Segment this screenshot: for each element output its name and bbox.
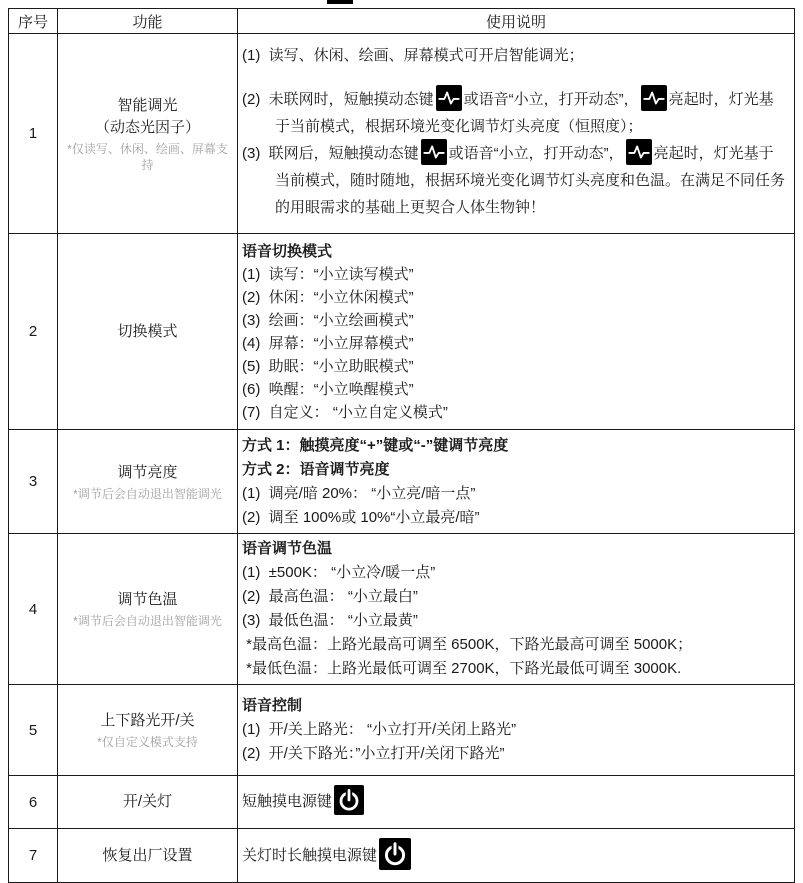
instruction-line: 方式 1：触摸亮度“+”键或“-”键调节亮度	[242, 436, 509, 454]
instruction-line: (1) ±500K： “小立冷/暖一点”	[242, 564, 436, 581]
dynamic-key-icon	[421, 139, 447, 165]
function-note: *调节后会自动退出智能调光	[73, 486, 222, 501]
row-number: 7	[9, 829, 58, 883]
function-title: 调节色温	[117, 591, 178, 608]
instruction-line: (1) 读写、休闲、绘画、屏幕模式可开启智能调光；	[242, 47, 584, 64]
function-cell	[58, 829, 238, 883]
function-title: 上下路光开/关	[100, 712, 195, 729]
instruction-line: (1) 开/关上路光： “小立打开/关闭上路光”	[242, 721, 517, 738]
function-cell	[58, 234, 238, 430]
table-row	[9, 234, 795, 430]
instruction-line: (7) 自定义： “小立自定义模式”	[242, 403, 448, 421]
power-key-icon	[379, 838, 411, 870]
instruction-line: (3) 最低色温： “小立最黄”	[242, 612, 418, 629]
dynamic-key-icon	[641, 85, 667, 111]
column-header: 使用说明	[238, 9, 795, 34]
function-table	[8, 8, 795, 883]
row-number: 4	[9, 534, 58, 685]
table-row	[9, 430, 795, 534]
instruction-line: (2) 开/关下路光：”小立打开/关闭下路光”	[242, 745, 505, 762]
instruction-cell	[238, 829, 795, 883]
power-key-icon	[334, 785, 364, 815]
row-number: 6	[9, 776, 58, 829]
cropped-top-graphic	[327, 0, 353, 4]
function-note: *仅自定义模式支持	[97, 735, 198, 749]
row-number: 1	[9, 34, 58, 234]
table-row	[9, 685, 795, 776]
table-row	[9, 534, 795, 685]
function-title: 恢复出厂设置	[102, 846, 193, 864]
function-cell	[58, 776, 238, 829]
instruction-line: 语音切换模式	[242, 242, 333, 260]
row-number: 5	[9, 685, 58, 776]
function-title: 智能调光	[117, 96, 178, 114]
instruction-line: (4) 屏幕：“小立屏幕模式”	[242, 334, 414, 352]
instruction-line: (1) 调亮/暗 20%： “小立亮/暗一点”	[242, 484, 476, 502]
instruction-line: 方式 2：语音调节亮度	[242, 460, 390, 478]
instruction-line: (1) 读写：“小立读写模式”	[242, 265, 414, 283]
instruction-cell	[238, 234, 795, 430]
function-cell	[58, 534, 238, 685]
instruction-line: 短触摸电源键	[242, 787, 788, 817]
instruction-cell	[238, 685, 795, 776]
header-row	[9, 9, 795, 34]
instruction-line: (2) 休闲：“小立休闲模式”	[242, 288, 414, 306]
instruction-line: (2) 未联网时，短触摸动态键 或语音“小立，打开动态”， 亮起时，灯光基于当前模式，根据环境光变化调节灯头亮度（恒照度）；	[242, 86, 788, 140]
table-row	[9, 34, 795, 234]
function-cell	[58, 34, 238, 234]
function-note: *仅读写、休闲、绘画、屏幕支持	[67, 141, 228, 172]
column-header: 序号	[9, 9, 58, 34]
instruction-line: *最高色温：上路光最高可调至 6500K，下路光最高可调至 5000K；	[242, 636, 693, 653]
instruction-line: (6) 唤醒：“小立唤醒模式”	[242, 380, 414, 398]
function-note: *调节后会自动退出智能调光	[73, 614, 222, 628]
function-cell	[58, 685, 238, 776]
instruction-line: 语音调节色温	[242, 540, 333, 557]
instruction-line: 语音控制	[242, 697, 303, 714]
function-title: 调节亮度	[117, 463, 178, 481]
instruction-line: 关灯时长触摸电源键	[242, 840, 788, 872]
instruction-cell	[238, 534, 795, 685]
instruction-cell	[238, 776, 795, 829]
dynamic-key-icon	[436, 85, 462, 111]
instruction-cell	[238, 34, 795, 234]
instruction-cell	[238, 430, 795, 534]
instruction-line: (3) 绘画：“小立绘画模式”	[242, 311, 414, 329]
table-row	[9, 776, 795, 829]
instruction-line: (5) 助眠：“小立助眠模式”	[242, 357, 414, 375]
instruction-line: (2) 调至 100%或 10%“小立最亮/暗”	[242, 508, 480, 526]
function-title: 开/关灯	[122, 793, 173, 810]
table-row	[9, 829, 795, 883]
instruction-line: (2) 最高色温： “小立最白”	[242, 588, 418, 605]
row-number: 2	[9, 234, 58, 430]
function-cell	[58, 430, 238, 534]
function-title: 切换模式	[117, 322, 178, 340]
instruction-line: (3) 联网后，短触摸动态键 或语音“小立，打开动态”， 亮起时，灯光基于当前模式，随时随地，根据环境光变化调节灯头亮度和色温。在满足不同任务的用眼需求的基础上更契合人体生物钟！	[242, 140, 788, 221]
column-header: 功能	[58, 9, 238, 34]
function-title: （动态光因子）	[94, 118, 200, 136]
dynamic-key-icon	[626, 139, 652, 165]
instruction-line: *最低色温：上路光最低可调至 2700K，下路光最低可调至 3000K.	[242, 660, 682, 677]
row-number: 3	[9, 430, 58, 534]
